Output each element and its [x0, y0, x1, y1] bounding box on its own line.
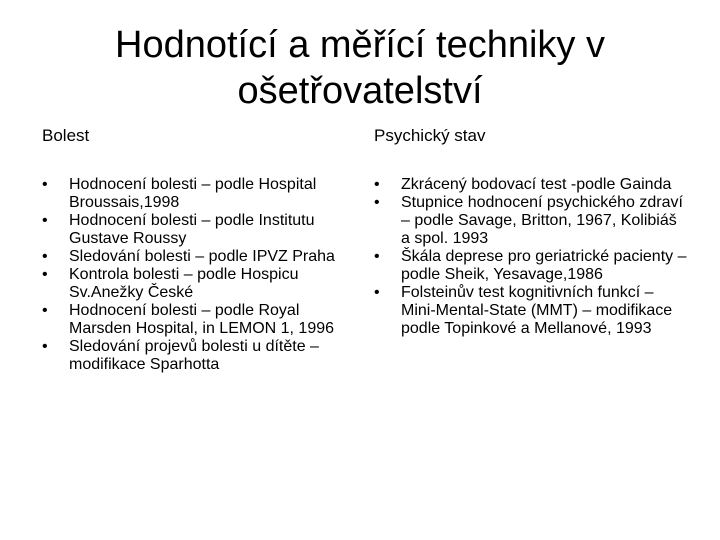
bullet-icon: •	[42, 266, 48, 283]
list-item-text: Kontrola bolesti – podle Hospicu Sv.Anežky České	[69, 266, 299, 301]
list-item-text: Stupnice hodnocení psychického zdraví – podle Savage, Britton, 1967, Kolibiáš a spol. 1993	[401, 194, 683, 247]
bullet-icon: •	[42, 248, 48, 265]
list-item-text: Hodnocení bolesti – podle Institutu Gustave Roussy	[69, 212, 315, 247]
list-item-text: Folsteinův test kognitivních funkcí – Mini-Mental-State (MMT) – modifikace podle Topinkové a Mellanové, 1993	[401, 284, 673, 337]
list-item-text: Sledování bolesti – podle IPVZ Praha	[69, 248, 335, 265]
bullet-icon: •	[374, 284, 380, 301]
list-item-text: Hodnocení bolesti – podle Hospital Broussais,1998	[69, 176, 317, 211]
list-item	[42, 176, 358, 212]
psych-column	[374, 126, 690, 338]
list-item-text: Škála deprese pro geriatrické pacienty – podle Sheik, Yesavage,1986	[401, 248, 687, 283]
pain-column	[42, 126, 358, 374]
psych-heading: Psychický stav	[374, 126, 486, 145]
bullet-icon: •	[374, 248, 380, 265]
list-item	[374, 284, 690, 338]
bullet-icon: •	[42, 212, 48, 229]
list-item-text: Zkrácený bodovací test -podle Gainda	[401, 176, 672, 193]
psych-list	[374, 176, 690, 338]
list-item-text: Sledování projevů bolesti u dítěte – modifikace Sparhotta	[69, 338, 319, 373]
list-item	[42, 266, 358, 302]
bullet-icon: •	[42, 338, 48, 355]
bullet-icon: •	[374, 176, 380, 193]
list-item	[42, 212, 358, 248]
bullet-icon: •	[42, 176, 48, 193]
list-item	[42, 338, 358, 374]
list-item	[42, 302, 358, 338]
bullet-icon: •	[42, 302, 48, 319]
list-item	[374, 194, 690, 248]
list-item	[374, 248, 690, 284]
list-item-text: Hodnocení bolesti – podle Royal Marsden Hospital, in LEMON 1, 1996	[69, 302, 335, 337]
slide-title: Hodnotící a měřící techniky v ošetřovatelství	[115, 24, 605, 112]
list-item	[374, 176, 690, 194]
bullet-icon: •	[374, 194, 380, 211]
pain-list	[42, 176, 358, 374]
list-item	[42, 248, 358, 266]
pain-heading: Bolest	[42, 126, 90, 145]
